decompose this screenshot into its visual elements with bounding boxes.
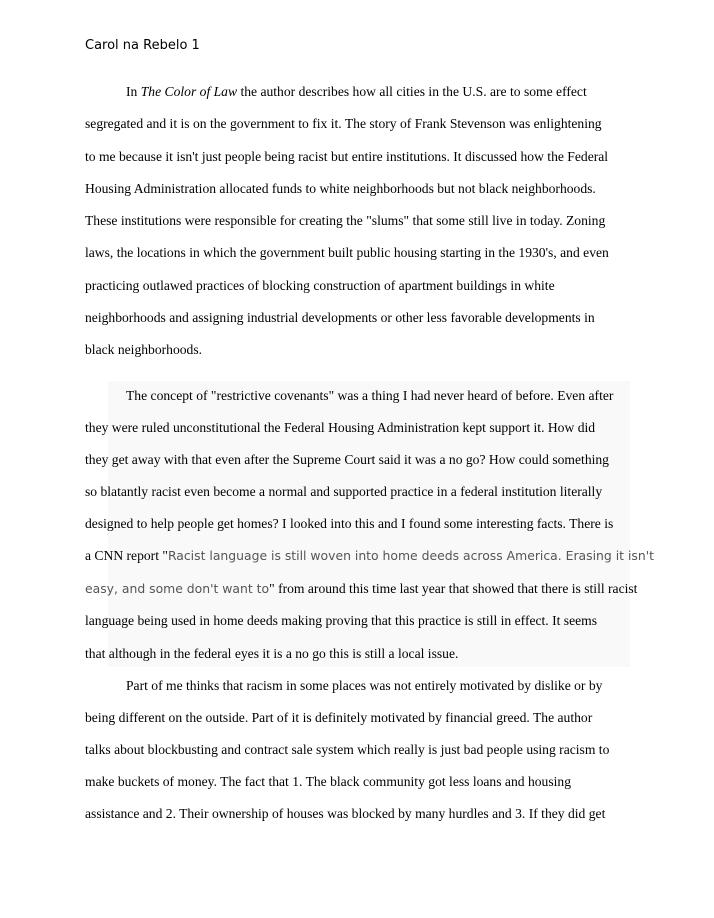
paragraph-1-line-8: neighborhoods and assigning industrial developments or other less favorable developments in — [85, 310, 595, 325]
paragraph-3-line-1: Part of me thinks that racism in some places was not entirely motivated by dislike or by — [126, 678, 603, 693]
article-title-link[interactable]: easy, and some don't want to — [85, 581, 270, 596]
paragraph-2-line-8: language being used in home deeds making proving that this practice is still in effect. It seems — [85, 613, 598, 628]
paragraph-2-line-1: The concept of "restrictive covenants" was a thing I had never heard of before. Even after — [126, 388, 614, 403]
paragraph-3-line-2: being different on the outside. Part of it is definitely motivated by financial greed. The author — [85, 710, 593, 725]
paragraph-1-line-4: Housing Administration allocated funds to white neighborhoods but not black neighborhoods. — [85, 181, 596, 196]
paragraph-1-line-9: black neighborhoods. — [85, 342, 203, 357]
paragraph-1-line-3: to me because it isn't just people being racist but entire institutions. It discussed how the Federal — [85, 149, 609, 164]
page-header: Carol na Rebelo 1 — [85, 38, 200, 53]
paragraph-3-line-3: talks about blockbusting and contract sale system which really is just bad people using racism to — [85, 742, 610, 757]
text-run: " from around this time last year that showed that there is still racist — [269, 581, 638, 596]
paragraph-2-line-5: designed to help people get homes? I looked into this and I found some interesting facts. There is — [85, 516, 614, 531]
text-run: a CNN report " — [85, 548, 168, 563]
paragraph-3-line-4: make buckets of money. The fact that 1. The black community got less loans and housing — [85, 774, 571, 789]
book-title: The Color of Law — [140, 84, 238, 99]
text-run: In — [126, 84, 141, 99]
paragraph-1-line-2: segregated and it is on the government to fix it. The story of Frank Stevenson was enlightening — [85, 116, 602, 131]
paragraph-1-line-6: laws, the locations in which the government built public housing starting in the 1930's, and even — [85, 245, 609, 260]
paragraph-2-line-6 — [85, 547, 654, 565]
paragraph-2-line-3: they get away with that even after the Supreme Court said it was a no go? How could something — [85, 452, 609, 467]
paragraph-3-line-5: assistance and 2. Their ownership of houses was blocked by many hurdles and 3. If they did get — [85, 806, 606, 821]
paragraph-2-line-2: they were ruled unconstitutional the Federal Housing Administration kept support it. How did — [85, 420, 596, 435]
paragraph-1-line-5: These institutions were responsible for creating the "slums" that some still live in today. Zoning — [85, 213, 606, 228]
paragraph-2-line-9: that although in the federal eyes it is a no go this is still a local issue. — [85, 646, 459, 661]
paragraph-2-line-4: so blatantly racist even become a normal and supported practice in a federal institution literally — [85, 484, 603, 499]
paragraph-1-line-1 — [126, 83, 587, 101]
article-title-link[interactable]: Racist language is still woven into home deeds across America. Erasing it isn't — [167, 548, 654, 563]
paragraph-1-line-7: practicing outlawed practices of blocking construction of apartment buildings in white — [85, 278, 555, 293]
text-run: the author describes how all cities in the U.S. are to some effect — [237, 84, 587, 99]
paragraph-2-line-7 — [85, 580, 637, 598]
